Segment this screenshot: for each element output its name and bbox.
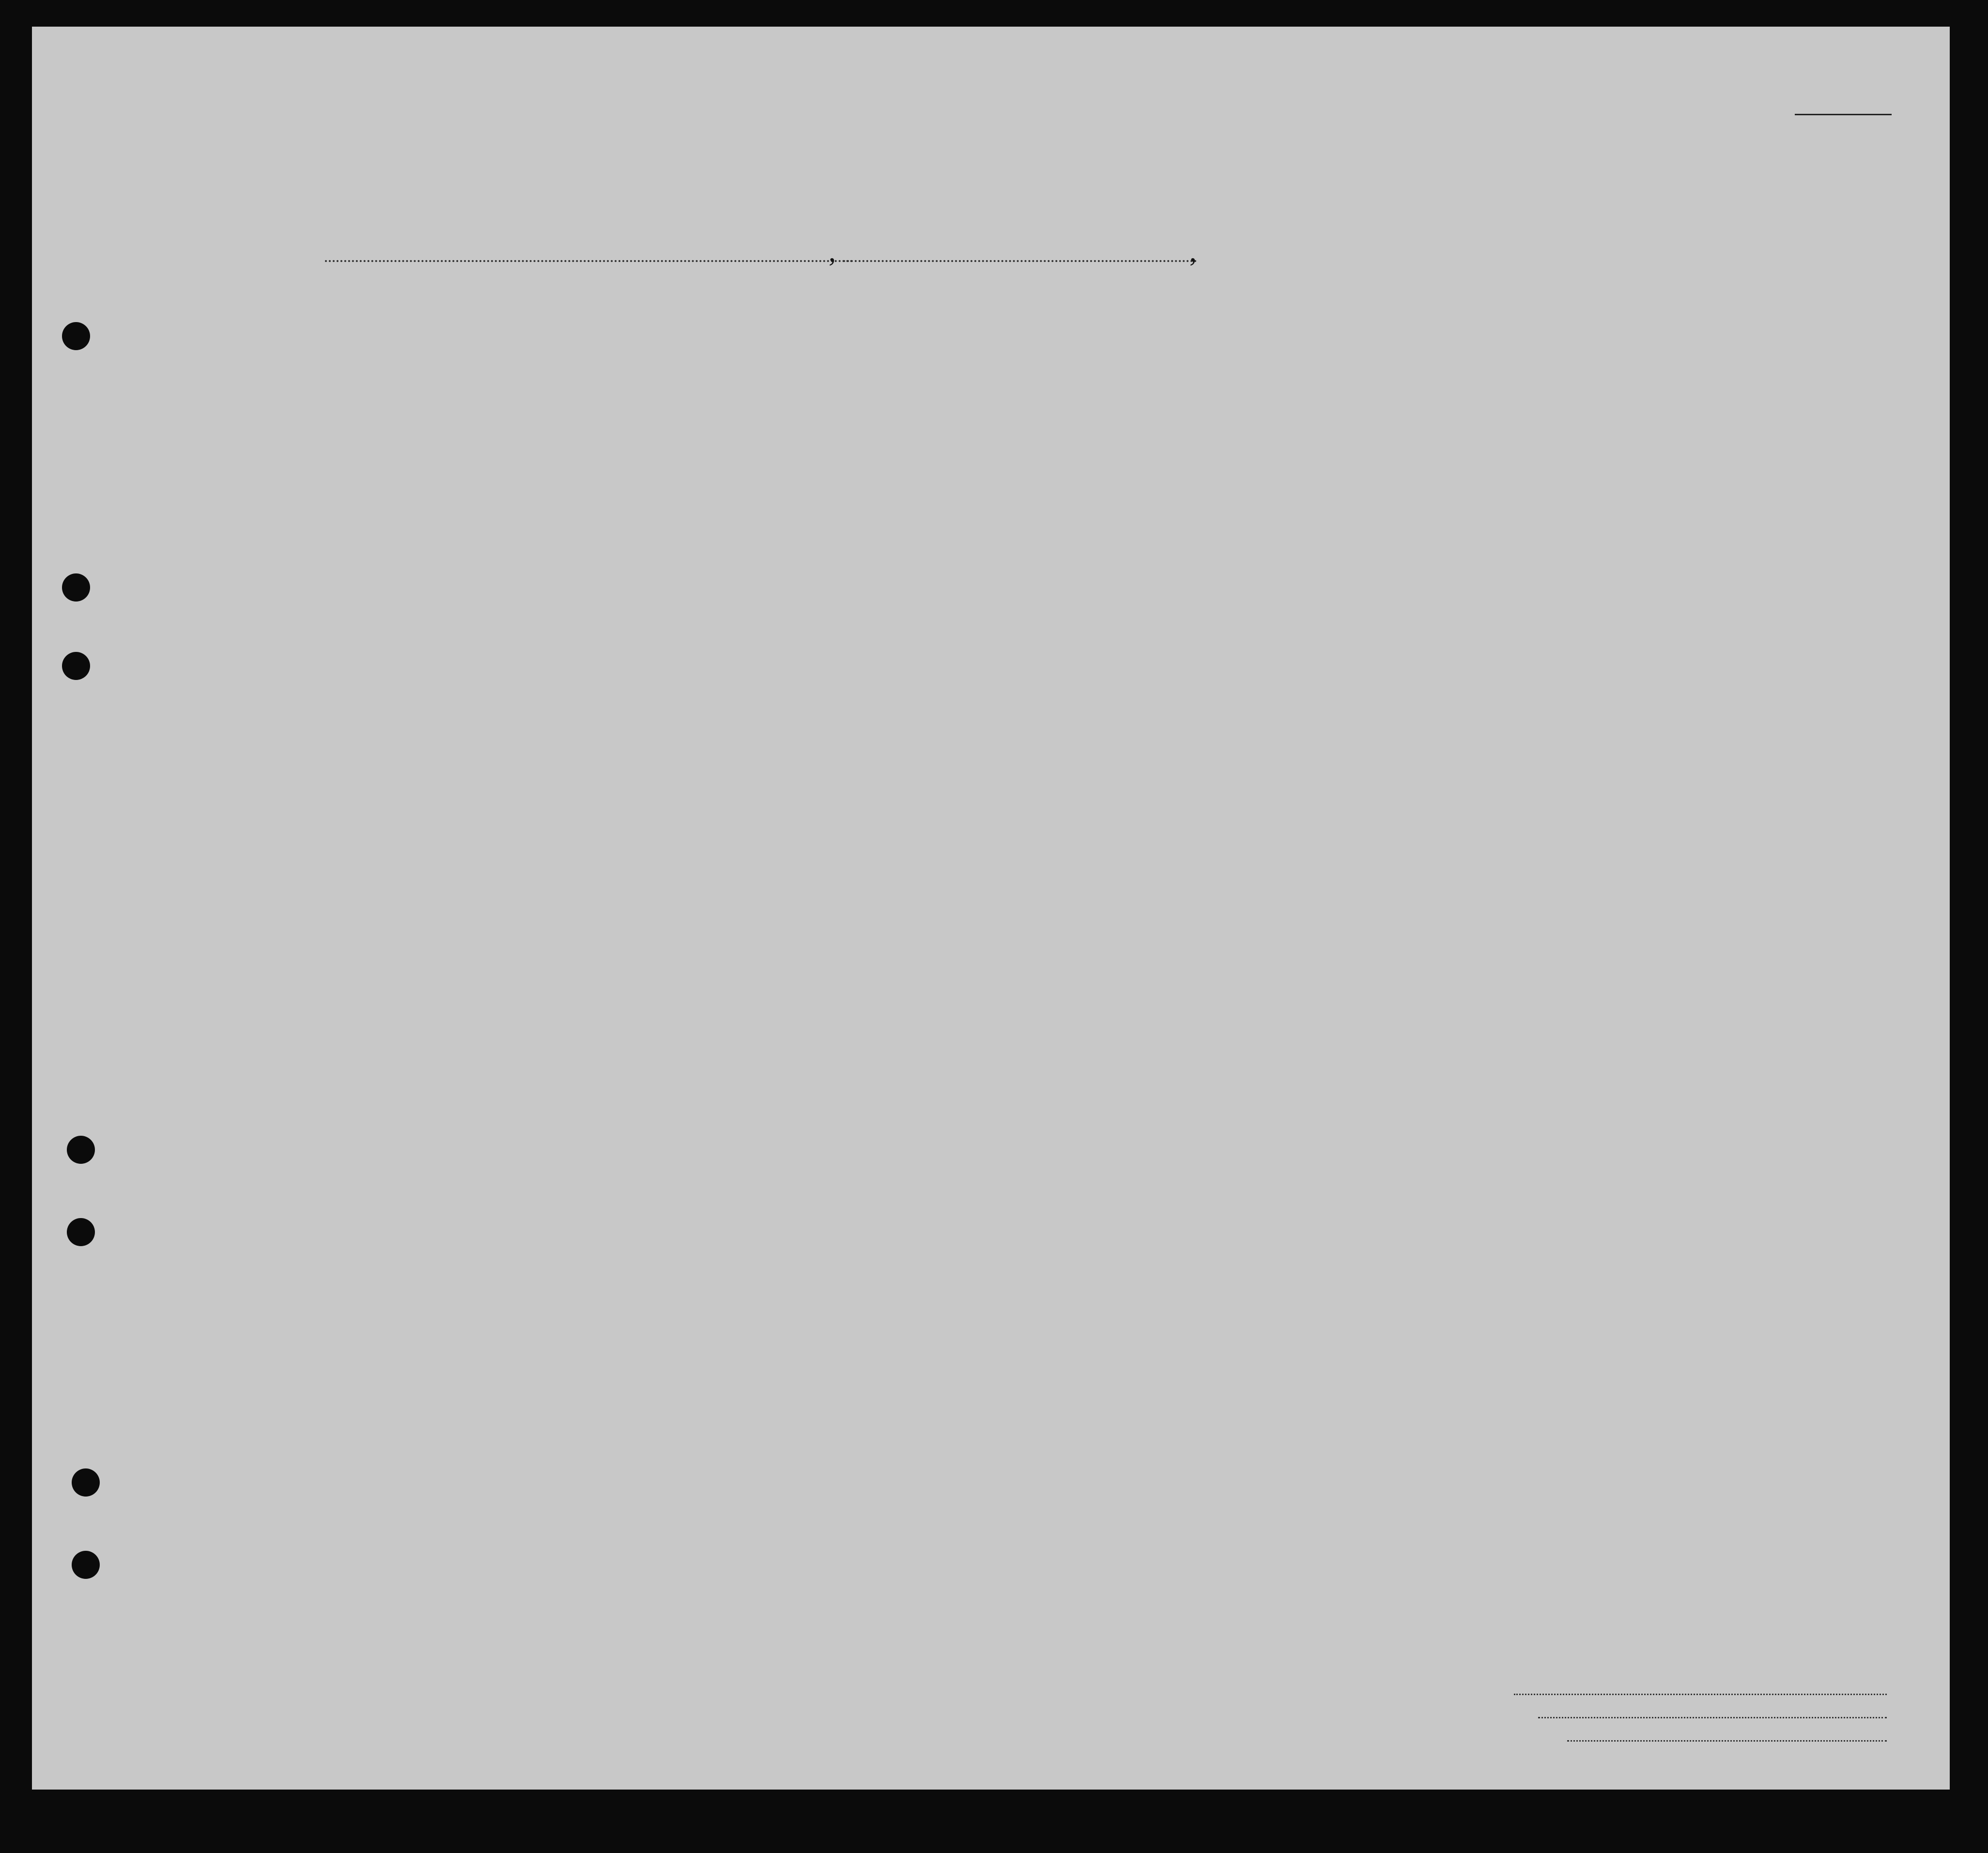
binder-hole bbox=[67, 1136, 95, 1164]
col28-header bbox=[1322, 308, 1378, 433]
col21-header bbox=[682, 298, 707, 424]
col31-header bbox=[1449, 308, 1468, 433]
binder-hole bbox=[62, 652, 90, 680]
binder-hole bbox=[62, 573, 90, 602]
binder-hole bbox=[67, 1218, 95, 1246]
col34-feet bbox=[1606, 385, 1625, 433]
owners-dotline bbox=[1538, 1717, 1887, 1718]
table-grid bbox=[32, 27, 1950, 1790]
binder-hole bbox=[62, 322, 90, 350]
col29-header bbox=[1382, 308, 1423, 433]
agents-dotline bbox=[1567, 1740, 1887, 1742]
col24a-header bbox=[1140, 329, 1170, 433]
col19-header bbox=[551, 298, 575, 419]
col24c-header bbox=[1202, 329, 1231, 433]
comma-2: , bbox=[1189, 235, 1197, 267]
col34-inches bbox=[1632, 385, 1651, 433]
comma: , bbox=[829, 235, 836, 267]
col25-header bbox=[1233, 303, 1263, 433]
col24b-header bbox=[1171, 329, 1201, 433]
col26-header bbox=[1269, 317, 1288, 433]
manifest-sheet bbox=[32, 27, 1950, 1790]
binder-hole bbox=[72, 1551, 100, 1579]
col27-header bbox=[1300, 317, 1319, 433]
line-dotline bbox=[1514, 1694, 1887, 1695]
binder-hole bbox=[72, 1468, 100, 1497]
col30-header bbox=[1427, 308, 1446, 433]
